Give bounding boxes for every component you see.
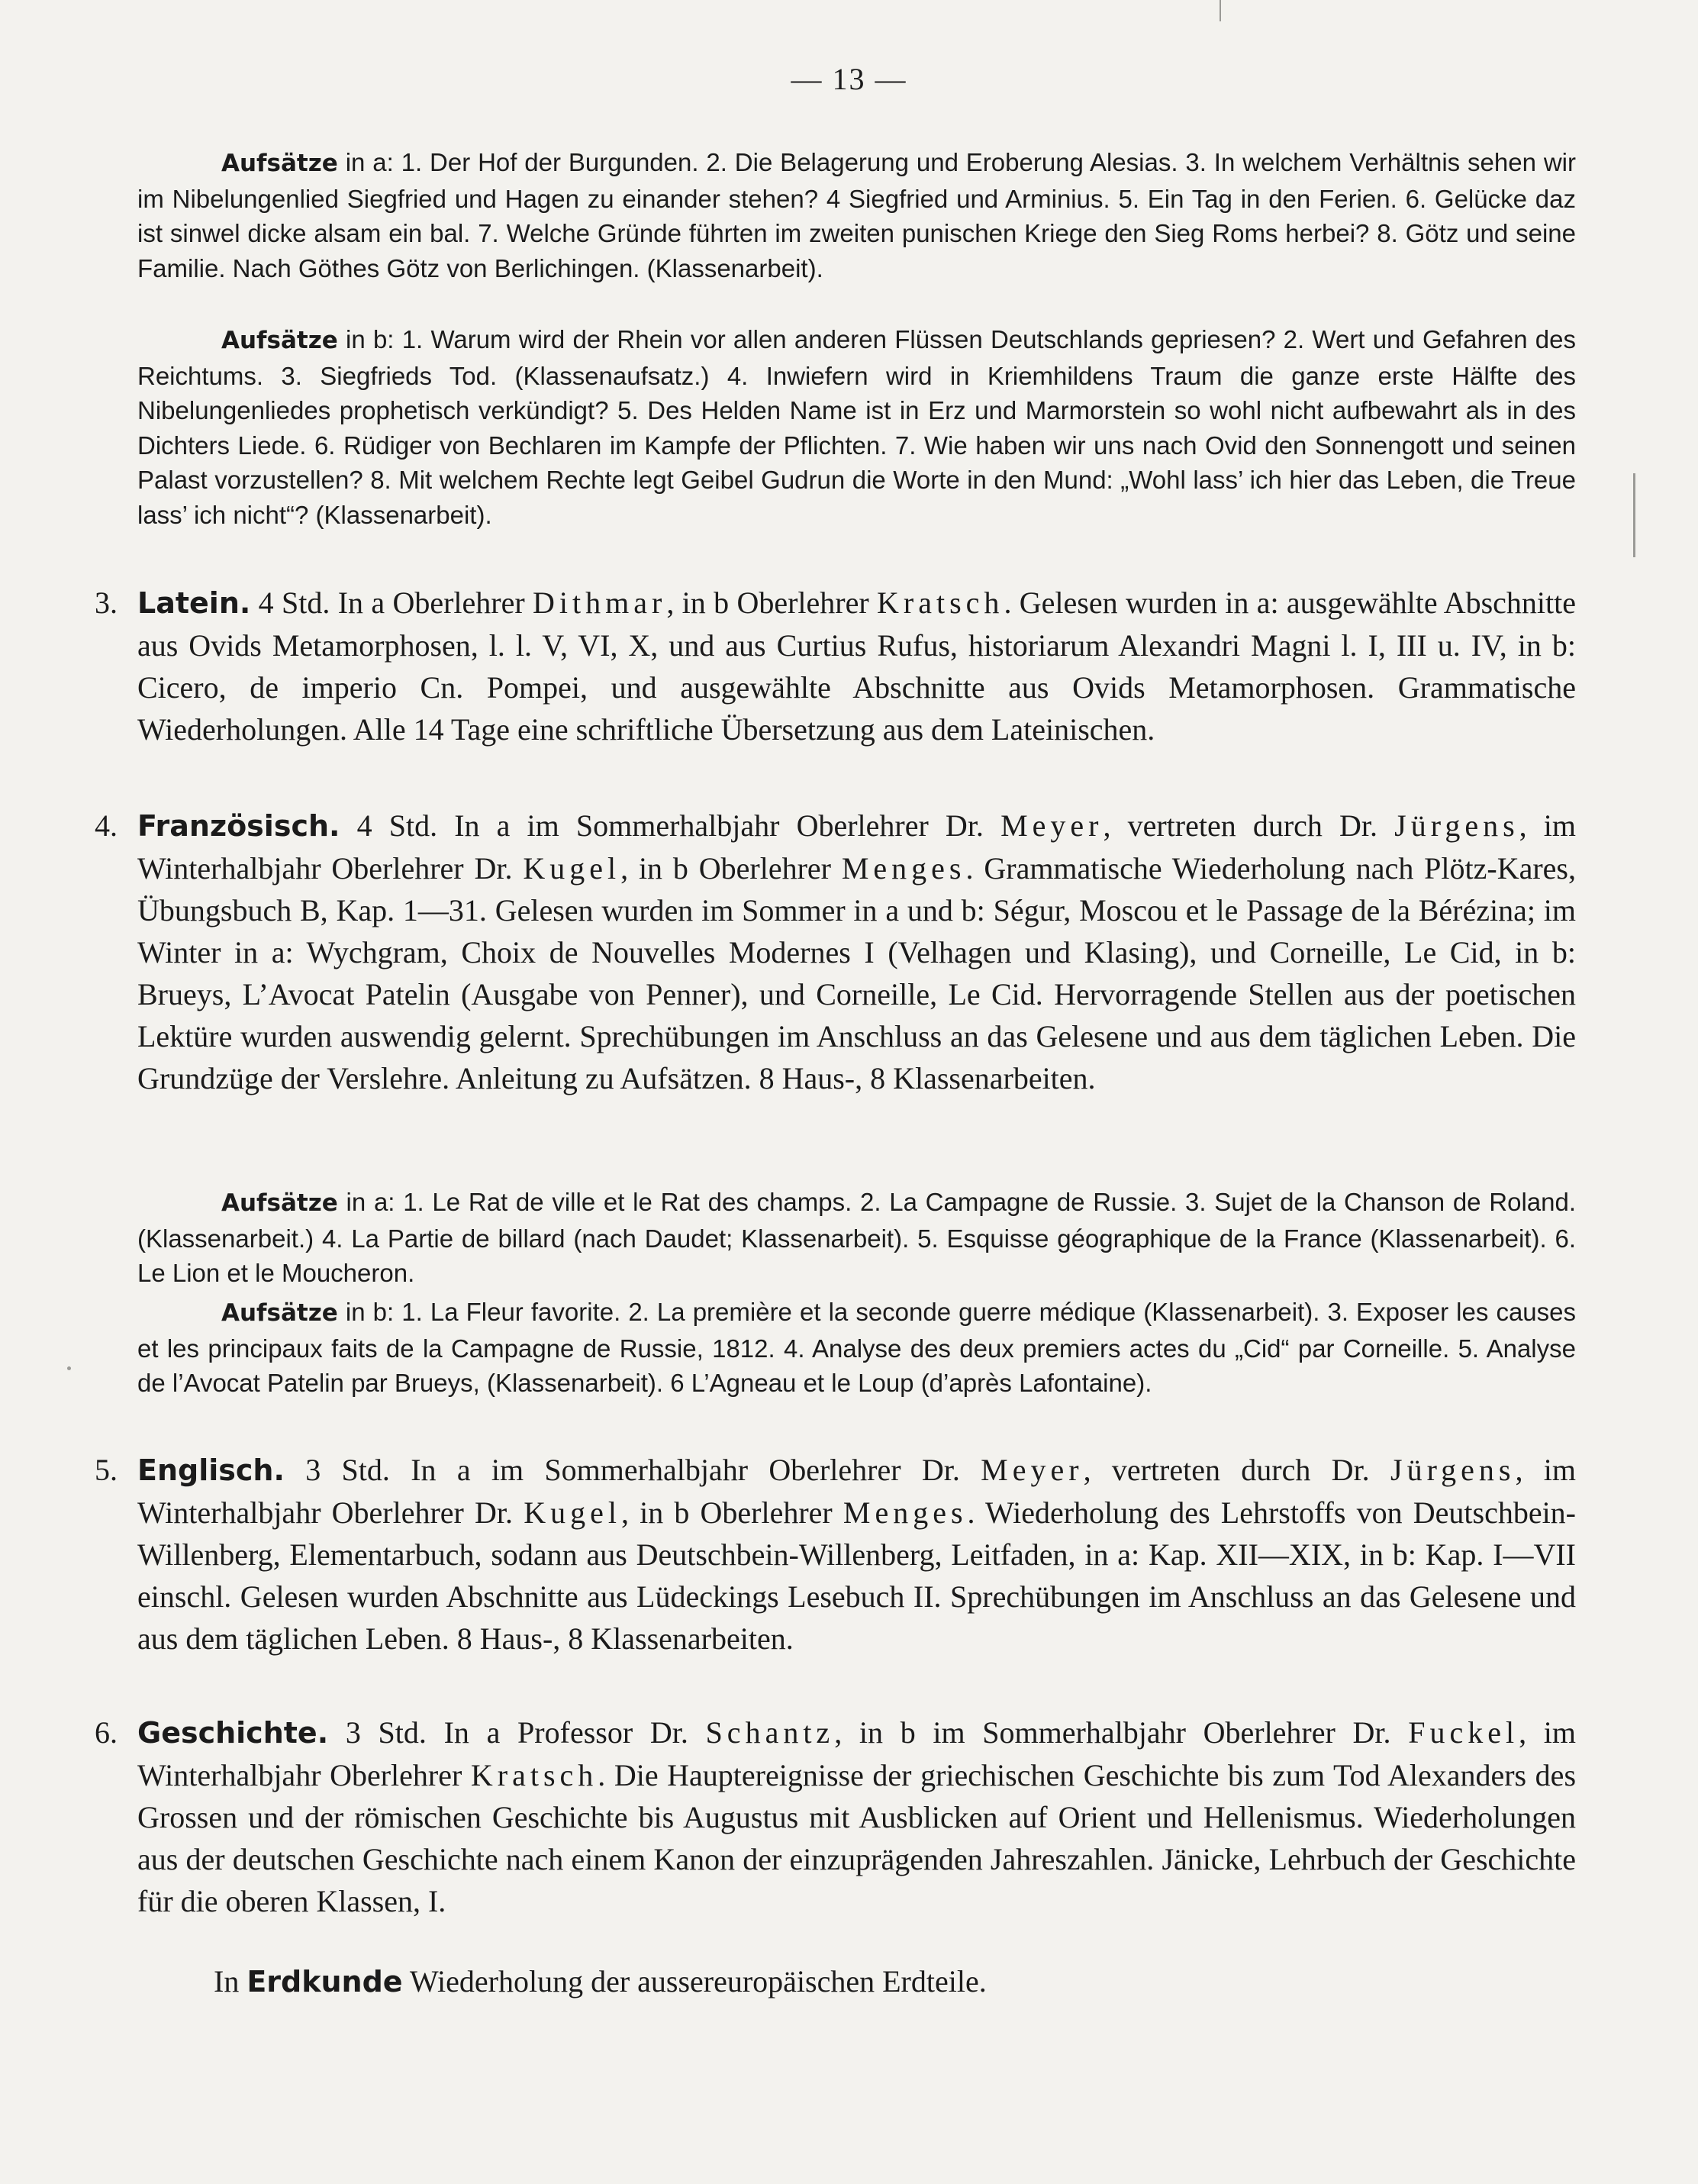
subject-title: Geschichte. [137,1716,329,1750]
essays-label: Aufsätze [221,1189,338,1217]
teacher-name: Dithmar [533,586,667,620]
subject-title: Erdkunde [246,1965,403,1999]
teacher-name: Kugel [524,1495,621,1530]
teacher-name: Schantz [705,1715,835,1750]
teacher-name: Menges [841,851,966,886]
section-text: 3 Std. In a Professor Dr. [345,1715,688,1750]
essays-text: in b: 1. La Fleur favorite. 2. La première et la seconde guerre médique (Klassenarbeit). 3. Exposer les causes et les principaux faits de la Campagne de Russie, 1812. 4. Analyse des deux premiers actes du „Cid“ par Corneille. 5. Analyse de l’Avocat Patelin par Brueys, (Klassenarbeit). 6 L’Agneau et le Loup (d’après Lafontaine). [137,1298,1577,1397]
essays-text: in b: 1. Warum wird der Rhein vor allen anderen Flüssen Deutschlands gepriesen? 2. Wert und Gefahren des Reichtums. 3. Siegfrieds Tod. (Klassenaufsatz.) 4. Inwiefern wird in Kriemhildens Traum die ganze erste Hälfte des Nibelungenliedes prophetisch verkündigt? 5. Des Helden Name ist in Erz und Marmorstein so wohl nicht aufbewahrt als in des Dichters Liede. 6. Rüdiger von Bechlaren im Kampfe der Pflichten. 7. Wie haben wir uns nach Ovid den Sonnengott und seinen Palast vorzustellen? 8. Mit welchem Rechte legt Geibel Gudrun die Worte in den Mund: „Wohl lass’ ich hier das Leben, die Treue lass’ ich nicht“? (Klassenarbeit). [137,325,1576,529]
franz-essays-a [137,1185,1576,1291]
section-text: , im Winterhalbjahr Oberlehrer [137,1715,1577,1792]
section-text: . Die Hauptereignisse der griechischen Geschichte bis zum Tod Alexanders des Grossen und der römischen Geschichte bis Augustus mit Ausblicken auf Orient und Hellenismus. Wiederholungen aus der deutschen Geschichte nach einem Kanon der einzuprägenden Jahreszahlen. Jänicke, Lehrbuch der Geschichte für die oberen Klassen, I. [137,1758,1577,1918]
section-number: 5. [95,1453,118,1487]
section-franzoesisch [95,805,1577,1099]
subject-title: Französisch. [137,809,340,843]
section-text: , vertreten durch Dr. [1103,808,1378,843]
section-text: 4 Std. In a Oberlehrer [258,586,525,620]
section-text: . Gelesen wurden in a: ausgewählte Abschnitte aus Ovids Metamorphosen, l. l. V, VI, X, und aus Curtius Rufus, historiarum Alexandri Magni l. I, III u. IV, in b: Cicero, de imperio Cn. Pompei, und ausgewählte Abschnitte aus Ovids Metamorphosen. Grammatische Wiederholungen. Alle 14 Tage eine schriftliche Übersetzung aus dem Lateinischen. [137,586,1577,747]
teacher-name: Jürgens [1394,808,1519,843]
section-text: , im Winterhalbjahr Oberlehrer Dr. [137,1453,1577,1530]
section-text: 3 Std. In a im Sommerhalbjahr Oberlehrer Dr. [305,1453,960,1487]
section-text: , vertreten durch Dr. [1083,1453,1370,1487]
scan-mark [1220,0,1221,21]
teacher-name: Jürgens [1390,1453,1516,1487]
teacher-name: Kratsch [877,586,1004,620]
teacher-name: Fuckel [1408,1715,1519,1750]
scan-mark [67,1366,71,1370]
section-text: , in b im Sommerhalbjahr Oberlehrer Dr. [834,1715,1391,1750]
subject-title: Englisch. [137,1453,285,1487]
section-latein [95,582,1577,750]
section-number: 6. [95,1715,118,1750]
section-geschichte [95,1711,1577,1922]
section-text: 4 Std. In a im Sommerhalbjahr Oberlehrer Dr. [356,808,984,843]
scan-mark [1633,473,1635,557]
section-number: 4. [95,808,118,843]
teacher-name: Menges [843,1495,968,1530]
essays-label: Aufsätze [221,327,338,354]
subject-title: Latein. [137,586,251,620]
teacher-name: Kugel [523,851,621,886]
page-number: — 13 — [791,62,907,96]
essays-text: in a: 1. Der Hof der Burgunden. 2. Die Belagerung und Eroberung Alesias. 3. In welchem Verhältnis sehen wir im Nibelungenlied Siegfried und Hagen zu einander stehen? 4 Siegfried und Arminius. 5. Ein Tag in den Ferien. 6. Gelücke daz ist sinwel dicke alsam ein bal. 7. Welche Gründe führten im zweiten punischen Kriege den Sieg Roms herbei? 8. Götz und seine Familie. Nach Göthes Götz von Berlichingen. (Klassenarbeit). [137,148,1576,282]
section-text: In [214,1964,240,1999]
section-text: . Grammatische Wiederholung nach Plötz-Kares, Übungsbuch B, Kap. 1—31. Gelesen wurden im Sommer in a und b: Ségur, Moscou et le Passage de la Bérézina; im Winter in a: Wychgram, Choix de Nouvelles Modernes I (Velhagen und Klasing), und Corneille, Le Cid, in b: Brueys, L’Avocat Patelin (Ausgabe von Penner), und Corneille, Le Cid. Hervorragende Stellen aus der poetischen Lektüre wurden auswendig gelernt. Sprechübungen im Anschluss an das Gelesene und aus dem täglichen Leben. Die Grundzüge der Verslehre. Anleitung zu Aufsätzen. 8 Haus-, 8 Klassenarbeiten. [137,851,1576,1095]
franz-essays-b [137,1295,1576,1401]
section-text: Wiederholung der aussereuropäischen Erdteile. [409,1964,987,1999]
teacher-name: Meyer [981,1453,1084,1487]
section-number: 3. [95,586,118,620]
section-text: , im Winterhalbjahr Oberlehrer Dr. [137,808,1577,886]
essays-label: Aufsätze [221,1299,338,1327]
deutsch-essays-a [137,145,1576,286]
section-text: , in b Oberlehrer [666,586,869,620]
section-text: , in b Oberlehrer [620,1495,833,1530]
section-erdkunde [214,1960,1511,2003]
section-text: , in b Oberlehrer [620,851,831,886]
deutsch-essays-b [137,322,1576,532]
section-text: . Wiederholung des Lehrstoffs von Deutschbein-Willenberg, Elementarbuch, sodann aus Deutschbein-Willenberg, Leitfaden, in a: Kap. XII—XIX, in b: Kap. I—VII einschl. Gelesen wurden Abschnitte aus Lüdeckings Lesebuch II. Sprechübungen im Anschluss an das Gelesene und aus dem täglichen Leben. 8 Haus-, 8 Klassenarbeiten. [137,1495,1577,1656]
teacher-name: Meyer [1000,808,1104,843]
essays-label: Aufsätze [221,150,338,177]
essays-text: in a: 1. Le Rat de ville et le Rat des champs. 2. La Campagne de Russie. 3. Sujet de la Chanson de Roland. (Klassenarbeit.) 4. La Partie de billard (nach Daudet; Klassenarbeit). 5. Esquisse géographique de la France (Klassenarbeit). 6. Le Lion et le Moucheron. [137,1188,1576,1287]
section-englisch [95,1449,1577,1660]
teacher-name: Kratsch [470,1758,598,1792]
